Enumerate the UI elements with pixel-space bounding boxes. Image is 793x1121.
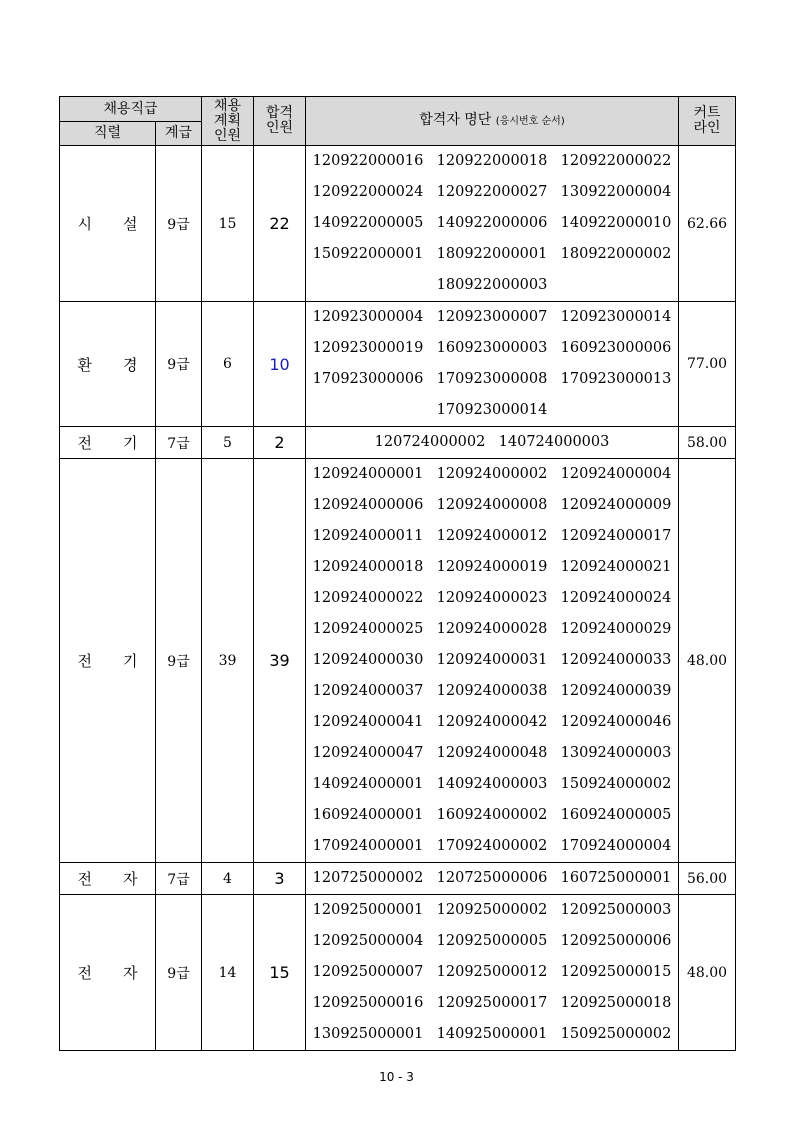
id-line: [306, 988, 678, 1019]
id-line: [306, 957, 678, 988]
id-line: [306, 831, 678, 862]
cutoff-cell: 48.00: [679, 895, 736, 1051]
candidate-id: 130922000004: [560, 184, 672, 200]
passed-cell: 10: [254, 302, 306, 427]
id-line: [306, 395, 678, 426]
candidate-id: 120923000019: [312, 340, 424, 356]
candidate-id: 140922000010: [560, 215, 672, 231]
id-line: [306, 239, 678, 270]
candidate-id: 140922000005: [312, 215, 424, 231]
grade-cell: 9급: [156, 146, 202, 302]
header-cutoff: 커트 라인: [679, 97, 736, 146]
table-row: [60, 427, 736, 459]
grade-cell: 9급: [156, 302, 202, 427]
id-line: [306, 333, 678, 364]
candidate-id: 120924000022: [312, 590, 424, 606]
planned-cell: 15: [202, 146, 254, 302]
candidate-id: 160924000001: [312, 807, 424, 823]
id-line: [306, 459, 678, 490]
candidate-id: 120924000030: [312, 652, 424, 668]
passed-cell: 15: [254, 895, 306, 1051]
candidate-id: 120924000038: [436, 683, 548, 699]
id-line: [306, 769, 678, 800]
planned-cell: 39: [202, 459, 254, 863]
candidate-id: 120925000002: [436, 902, 548, 918]
candidate-id: 120925000003: [560, 902, 672, 918]
candidate-id: 170924000004: [560, 838, 672, 854]
candidate-id: 120925000006: [560, 933, 672, 949]
page-number: 10 - 3: [379, 1070, 414, 1084]
candidate-id: 120924000023: [436, 590, 548, 606]
candidate-id: 120925000015: [560, 964, 672, 980]
candidate-id: 120922000016: [312, 153, 424, 169]
passed-cell: 39: [254, 459, 306, 863]
candidate-id: 140924000003: [436, 776, 548, 792]
id-line: [306, 738, 678, 769]
planned-cell: 5: [202, 427, 254, 459]
candidate-id: 120924000017: [560, 528, 672, 544]
candidate-id: 170923000008: [436, 371, 548, 387]
candidate-id: 120925000017: [436, 995, 548, 1011]
id-line: [306, 364, 678, 395]
id-line: [306, 270, 678, 301]
table-row: [60, 895, 736, 1051]
grade-cell: 9급: [156, 459, 202, 863]
series-cell: 전 기: [60, 427, 156, 459]
candidate-id: 180922000001: [436, 246, 548, 262]
candidate-id: 120923000014: [560, 309, 672, 325]
candidate-id: 120924000009: [560, 497, 672, 513]
id-list-cell: [306, 146, 679, 302]
candidate-id: 120925000005: [436, 933, 548, 949]
id-line: [306, 521, 678, 552]
series-cell: 시 설: [60, 146, 156, 302]
candidate-id: 120924000047: [312, 745, 424, 761]
candidate-id: 120924000025: [312, 621, 424, 637]
candidate-id: 120925000007: [312, 964, 424, 980]
header-passed: 합격 인원: [254, 97, 306, 146]
candidate-id: 120922000022: [560, 153, 672, 169]
id-line: [306, 1019, 678, 1050]
passed-cell: 3: [254, 863, 306, 895]
header-series: 직렬: [60, 122, 156, 146]
candidate-id: 150922000001: [312, 246, 424, 262]
id-line: [306, 552, 678, 583]
series-cell: 전 자: [60, 895, 156, 1051]
candidate-id: 170923000006: [312, 371, 424, 387]
results-table: [59, 96, 736, 1051]
candidate-id: 160924000002: [436, 807, 548, 823]
grade-cell: 9급: [156, 895, 202, 1051]
candidate-id: 160924000005: [560, 807, 672, 823]
candidate-id: 120724000002: [374, 434, 486, 450]
candidate-id: 120924000024: [560, 590, 672, 606]
candidate-id: 170924000002: [436, 838, 548, 854]
cutoff-cell: 58.00: [679, 427, 736, 459]
candidate-id: 140922000006: [436, 215, 548, 231]
candidate-id: 140724000003: [498, 434, 610, 450]
candidate-id: 120924000031: [436, 652, 548, 668]
candidate-id: 170923000014: [436, 402, 548, 418]
candidate-id: 120924000011: [312, 528, 424, 544]
candidate-id: 140925000001: [436, 1026, 548, 1042]
candidate-id: 120924000006: [312, 497, 424, 513]
id-line: [306, 800, 678, 831]
candidate-id: 120725000002: [312, 870, 424, 886]
candidate-id: 150924000002: [560, 776, 672, 792]
series-cell: 전 자: [60, 863, 156, 895]
id-line: [306, 676, 678, 707]
candidate-id: 120924000028: [436, 621, 548, 637]
candidate-id: 120725000006: [436, 870, 548, 886]
candidate-id: 120925000001: [312, 902, 424, 918]
candidate-id: 120924000029: [560, 621, 672, 637]
candidate-id: 150925000002: [560, 1026, 672, 1042]
candidate-id: 180922000003: [436, 277, 548, 293]
candidate-id: 160725000001: [560, 870, 672, 886]
candidate-id: 120924000002: [436, 466, 548, 482]
id-line: [306, 614, 678, 645]
passed-cell: 22: [254, 146, 306, 302]
candidate-id: 120924000042: [436, 714, 548, 730]
header-list: 합격자 명단 (응시번호 순서): [306, 97, 679, 146]
id-list-cell: [306, 459, 679, 863]
cutoff-cell: 77.00: [679, 302, 736, 427]
candidate-id: 120922000024: [312, 184, 424, 200]
header-planned: 채용 계획 인원: [202, 97, 254, 146]
id-line: [306, 490, 678, 521]
id-line: [306, 177, 678, 208]
id-line: [306, 427, 678, 458]
table-row: [60, 459, 736, 863]
candidate-id: 170924000001: [312, 838, 424, 854]
candidate-id: 120922000027: [436, 184, 548, 200]
id-line: [306, 146, 678, 177]
candidate-id: 120923000007: [436, 309, 548, 325]
candidate-id: 130925000001: [312, 1026, 424, 1042]
candidate-id: 180922000002: [560, 246, 672, 262]
candidate-id: 120924000039: [560, 683, 672, 699]
candidate-id: 160923000006: [560, 340, 672, 356]
candidate-id: 120924000012: [436, 528, 548, 544]
candidate-id: 120924000008: [436, 497, 548, 513]
series-cell: 환 경: [60, 302, 156, 427]
candidate-id: 120924000048: [436, 745, 548, 761]
cutoff-cell: 62.66: [679, 146, 736, 302]
candidate-id: 130924000003: [560, 745, 672, 761]
id-line: [306, 645, 678, 676]
candidate-id: 120922000018: [436, 153, 548, 169]
cutoff-cell: 48.00: [679, 459, 736, 863]
candidate-id: 120924000041: [312, 714, 424, 730]
planned-cell: 4: [202, 863, 254, 895]
candidate-id: 120925000012: [436, 964, 548, 980]
planned-cell: 6: [202, 302, 254, 427]
table-row: [60, 302, 736, 427]
candidate-id: 120923000004: [312, 309, 424, 325]
id-list-cell: [306, 427, 679, 459]
id-line: [306, 302, 678, 333]
id-line: [306, 863, 678, 894]
candidate-id: 170923000013: [560, 371, 672, 387]
id-list-cell: [306, 895, 679, 1051]
candidate-id: 120925000016: [312, 995, 424, 1011]
candidate-id: 120924000004: [560, 466, 672, 482]
id-line: [306, 208, 678, 239]
candidate-id: 160923000003: [436, 340, 548, 356]
id-line: [306, 895, 678, 926]
planned-cell: 14: [202, 895, 254, 1051]
candidate-id: 120924000018: [312, 559, 424, 575]
id-line: [306, 707, 678, 738]
candidate-id: 120924000033: [560, 652, 672, 668]
passed-cell: 2: [254, 427, 306, 459]
candidate-id: 120924000001: [312, 466, 424, 482]
candidate-id: 120924000021: [560, 559, 672, 575]
candidate-id: 120924000019: [436, 559, 548, 575]
candidate-id: 120924000037: [312, 683, 424, 699]
candidate-id: 120925000018: [560, 995, 672, 1011]
header-recruit-grade: 채용직급: [60, 97, 202, 122]
candidate-id: 120925000004: [312, 933, 424, 949]
candidate-id: 120924000046: [560, 714, 672, 730]
grade-cell: 7급: [156, 863, 202, 895]
cutoff-cell: 56.00: [679, 863, 736, 895]
id-line: [306, 926, 678, 957]
series-cell: 전 기: [60, 459, 156, 863]
table-row: [60, 863, 736, 895]
candidate-id: 140924000001: [312, 776, 424, 792]
table-row: [60, 146, 736, 302]
id-line: [306, 583, 678, 614]
grade-cell: 7급: [156, 427, 202, 459]
id-list-cell: [306, 863, 679, 895]
id-list-cell: [306, 302, 679, 427]
header-grade: 계급: [156, 122, 202, 146]
